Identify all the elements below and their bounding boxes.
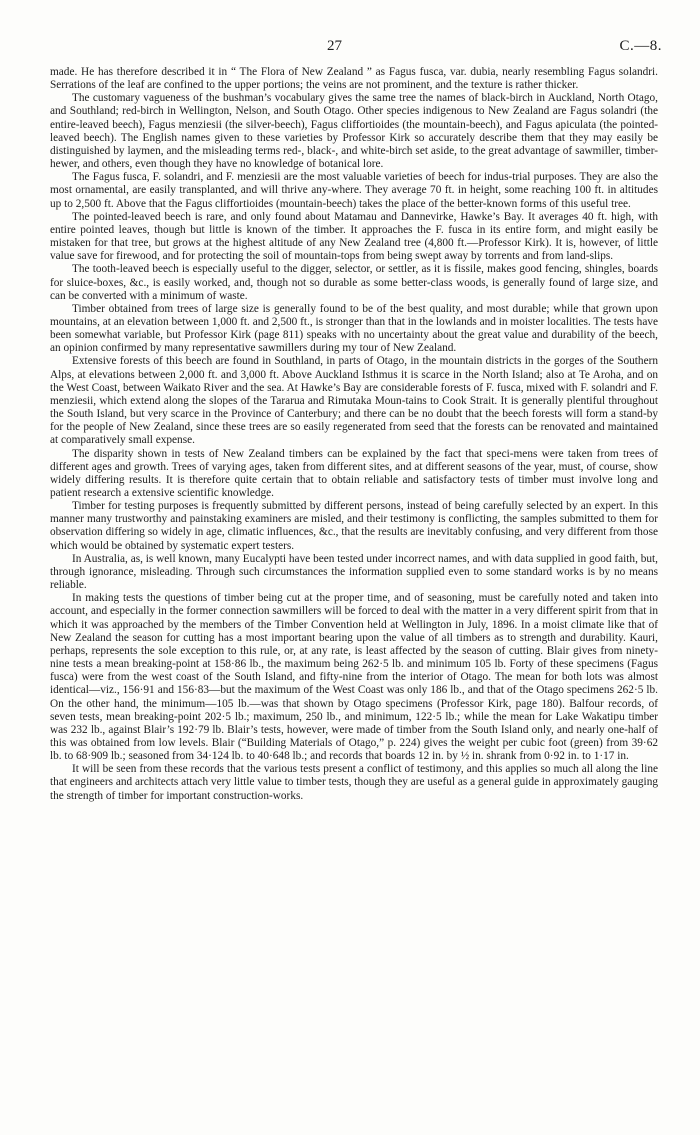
paragraph: The pointed-leaved beech is rare, and only found about Matamau and Dannevirke, Hawke’s Bay. It averages 40 ft. high, with entire pointed leaves, though but little is known of the timber. It approaches the F. fusca in its entire form, and might easily be mistaken for that tree, but grows at the highest altitude of any New Zealand tree (4,800 ft.—Professor Kirk). It is, however, of little value save for firewood, and for protecting the soil of mountain-tops from being swept away by torrents and from land-slips. bbox=[50, 210, 658, 263]
paragraph: In Australia, as, is well known, many Eucalypti have been tested under incorrect names, and with data supplied in good faith, but, through ignorance, misleading. Through such circumstances the information supplied even to some standard works is by no means reliable. bbox=[50, 552, 658, 592]
paragraph: It will be seen from these records that the various tests present a conflict of testimony, and this applies so much all along the line that engineers and architects attach very little value to timber tests, though they are useful as a general guide in approximately gauging the strength of timber for important construction-works. bbox=[50, 763, 658, 802]
paragraph: The Fagus fusca, F. solandri, and F. menziesii are the most valuable varieties of beech for indus-trial purposes. They are also the most ornamental, are easily transplanted, and will thrive any-where. They average 70 ft. in height, some reaching 100 ft. in altitudes up to 2,500 ft. Above that the Fagus cliffortioides (mountain-beech) takes the place of the better-known forms of this useful tree. bbox=[50, 171, 658, 210]
paragraph: Timber obtained from trees of large size is generally found to be of the best quality, and most durable; while that grown upon mountains, at an elevation between 1,000 ft. and 2,500 ft., is stronger than that in the lowlands and in moister localities. The tests have been somewhat variable, but Professor Kirk (page 811) speaks with no uncertainty about the great value and durability of the beech, an opinion confirmed by many representative sawmillers during my tour of New Zealand. bbox=[50, 302, 658, 355]
paragraph: Timber for testing purposes is frequently submitted by different persons, instead of being carefully selected by an expert. In this manner many trustworthy and painstaking examiners are misled, and their testimony is conflicting, the samples submitted to them for observation differing so widely in age, climatic influences, &c., that the results are inevitably confusing, and very different from those which would be obtained by systematic expert testers. bbox=[50, 500, 658, 552]
paragraph: The customary vagueness of the bushman’s vocabulary gives the same tree the names of black-birch in Auckland, North Otago, and Southland; red-birch in Wellington, Nelson, and South Otago. Other species indigenous to New Zealand are Fagus solandri (the entire-leaved beech), Fagus menziesii (the silver-beech), Fagus cliffortioides (the mountain-beech), and Fagus apiculata (the pointed-leaved beech). The English names given to these varieties by Professor Kirk so accurately describe them that they may easily be distinguished by laymen, and the misleading terms red-, black-, and white-birch set aside, to the great advantage of sawmiller, timber-hewer, and others, even though they have no knowledge of botanical lore. bbox=[50, 92, 658, 171]
page-header bbox=[0, 38, 700, 58]
page-number: 27 bbox=[327, 38, 342, 54]
paragraph: Extensive forests of this beech are found in Southland, in parts of Otago, in the mountain districts in the gorges of the Southern Alps, at elevations between 2,000 ft. and 3,000 ft. Above Auckland Isthmus it is scarce in the North Island; also at Te Aroha, and on the West Coast, between Waikato River and the sea. At Hawke’s Bay are considerable forests of F. fusca, mixed with F. solandri and F. menziesii, which extend along the slopes of the Tararua and Rimutaka Moun-tains to Cook Strait. It is generally plentiful throughout the South Island, but very scarce in the Province of Canterbury; and there can be no doubt that the beech forests will form a stand-by for the people of New Zealand, since these trees are so easily regenerated from seed that the forests can be renovated and maintained at comparatively small expense. bbox=[50, 355, 658, 447]
paragraph: The disparity shown in tests of New Zealand timbers can be explained by the fact that speci-mens were taken from trees of different ages and growth. Trees of varying ages, taken from different sites, and at different seasons of the year, must, of course, show widely differing results. It is therefore quite certain that to obtain reliable and satisfactory tests of timber must involve long and patient research a extensive scientific knowledge. bbox=[50, 447, 658, 499]
paragraph: In making tests the questions of timber being cut at the proper time, and of seasoning, must be carefully noted and taken into account, and especially in the former connection sawmillers will be forced to deal with the matter in a very different spirit from that in which it was approached by the members of the Timber Convention held at Wellington in July, 1896. In a moist climate like that of New Zealand the season for cutting has a most important bearing upon the value of all timbers as to strength and durability. Kauri, perhaps, represents the sole exception to this rule, or, at any rate, is least affected by the season of cutting. Blair gives from ninety-nine tests a mean breaking-point at 158·86 lb., the maximum being 262·5 lb. and minimum 105 lb. Forty of these specimens (Fagus fusca) were from the west coast of the South Island, and fifty-nine from the interior of Otago. The mean for both lots was almost identical—viz., 156·91 and 156·83—but the maximum of the West Coast was only 186 lb., and that of the Otago specimens 262·5 lb. On the other hand, the minimum—105 lb.—was that shown by Otago specimens (Professor Kirk, page 180). Balfour records, of seven tests, mean breaking-point 202·5 lb.; maximum, 250 lb., and minimum, 122·5 lb.; while the mean for Lake Wakatipu timber was 232 lb., against Blair’s 192·79 lb. Blair’s tests, however, were made of timber from the South Island only, and nearly one-half of this was obtained from low levels. Blair (“Building Materials of Otago,” p. 224) gives the weight per cubic foot (green) from 39·62 lb. to 68·909 lb.; seasoned from 34·124 lb. to 40·648 lb.; and records that boards 12 in. by ½ in. shrank from 0·92 in. to 1·17 in. bbox=[50, 592, 658, 763]
paragraph: The tooth-leaved beech is especially useful to the digger, selector, or settler, as it is fissile, makes good fencing, shingles, boards for sluice-boxes, &c., is easily worked, and, though not so durable as some better-class woods, is generally found of large size, and can be converted with a minimum of waste. bbox=[50, 263, 658, 302]
paragraph: made. He has therefore described it in “ The Flora of New Zealand ” as Fagus fusca, var. dubia, nearly resembling Fagus solandri. Serrations of the leaf are confined to the upper portions; the veins are not prominent, and the texture is rather thicker. bbox=[50, 66, 658, 92]
body-text bbox=[50, 66, 658, 803]
document-reference: C.—8. bbox=[619, 38, 662, 54]
